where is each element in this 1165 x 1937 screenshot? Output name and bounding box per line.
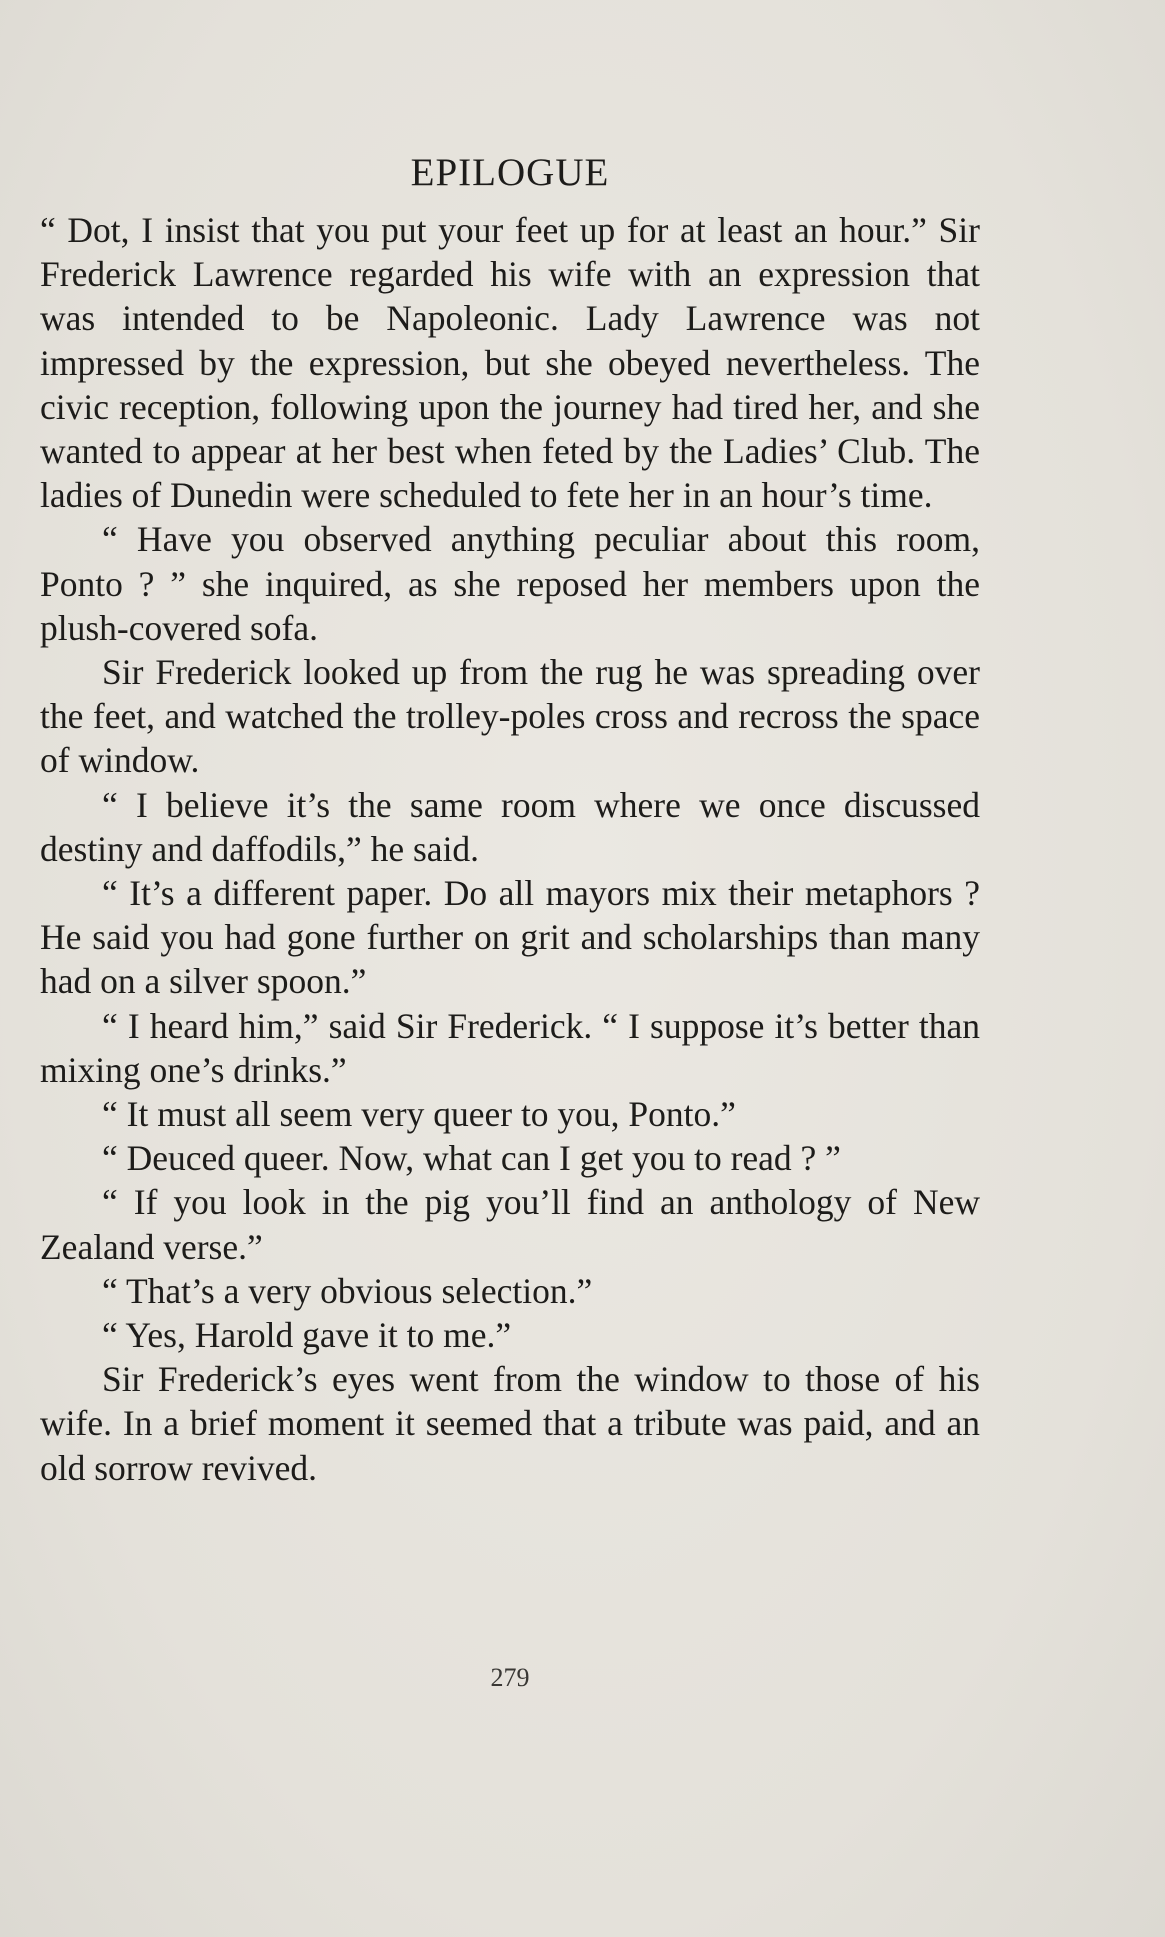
paragraph: “ Dot, I insist that you put your feet up for at least an hour.” Sir Frederick Lawrence regarded his wife with an expression that was intended to be Napoleonic. Lady Lawrence was not impressed by the expression, but she obeyed nevertheless. The civic reception, following upon the journey had tired her, and she wanted to appear at her best when feted by the Ladies’ Club. The ladies of Dunedin were scheduled to fete her in an hour’s time. xyxy=(40,210,980,516)
book-page xyxy=(40,150,980,1490)
paragraph: “ It’s a different paper. Do all mayors mix their metaphors ? He said you had gone further on grit and scholarships than many had on a silver spoon.” xyxy=(40,873,980,1002)
body-text xyxy=(40,208,980,1490)
paragraph: “ Have you observed anything peculiar about this room, Ponto ? ” she inquired, as she reposed her members upon the plush-covered sofa. xyxy=(40,519,980,648)
paragraph: “ It must all seem very queer to you, Ponto.” xyxy=(102,1094,736,1135)
chapter-title: EPILOGUE xyxy=(410,151,610,194)
paragraph: Sir Frederick’s eyes went from the window to those of his wife. In a brief moment it seemed that a tribute was paid, and an old sorrow revived. xyxy=(40,1359,980,1488)
paragraph: “ I heard him,” said Sir Frederick. “ I suppose it’s better than mixing one’s drinks.” xyxy=(40,1005,980,1090)
page-number: 279 xyxy=(490,1663,530,1692)
paragraph: “ I believe it’s the same room where we once discussed destiny and daffodils,” he said. xyxy=(40,784,980,869)
paragraph: “ If you look in the pig you’ll find an anthology of New Zealand verse.” xyxy=(40,1182,980,1267)
paragraph: “ Deuced queer. Now, what can I get you to read ? ” xyxy=(102,1138,841,1179)
paragraph: “ Yes, Harold gave it to me.” xyxy=(102,1315,512,1356)
paragraph: Sir Frederick looked up from the rug he was spreading over the feet, and watched the trolley-poles cross and recross the space of window. xyxy=(40,652,980,781)
paragraph: “ That’s a very obvious selection.” xyxy=(102,1270,593,1311)
